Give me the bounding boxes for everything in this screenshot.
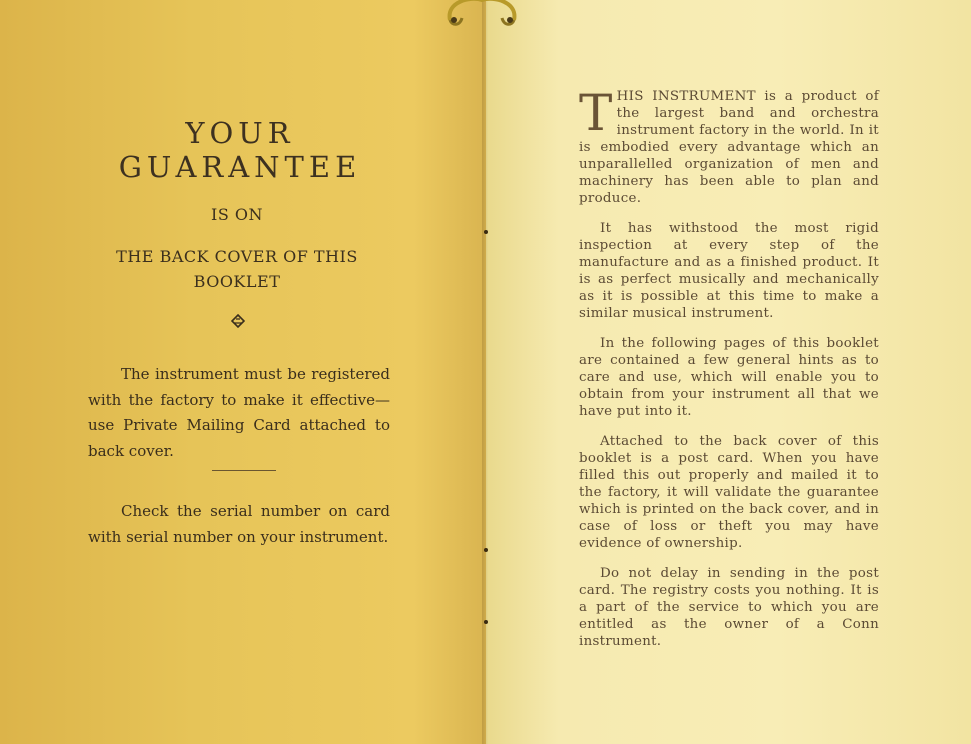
post-card-paragraph: Attached to the back cover of this booklet is a post card. When you have filled this out properly and mailed it to the factory, it will validate the guarantee which is printed on the back cover, and in case of loss or theft you may have evidence of ownership. — [579, 434, 879, 551]
back-cover-line-1: THE BACK COVER OF THIS — [116, 247, 358, 266]
inspection-paragraph: It has withstood the most rigid inspection at every step of the manufacture and as a finished product. It is as perfect musically and mechanically as it is possible at this time to make a similar musical instrument. — [579, 221, 879, 321]
drop-cap: T — [579, 84, 613, 142]
hints-paragraph: In the following pages of this booklet are contained a few general hints as to care and use, which will enable you to obtain from your instrument all that we have put into it. — [579, 336, 879, 419]
ornament-icon — [231, 314, 245, 328]
title-line-1: YOUR — [185, 116, 295, 150]
is-on-text: IS ON — [211, 205, 263, 224]
registration-paragraph: The instrument must be registered with the factory to make it effective—use Private Mailing Card attached to back cover. — [88, 365, 390, 460]
staple — [484, 548, 488, 552]
binding-cord-icon — [440, 0, 524, 40]
back-cover-line-2: BOOKLET — [193, 272, 281, 291]
intro-paragraph — [579, 84, 879, 207]
serial-number-paragraph: Check the serial number on card with serial number on your instrument. — [88, 502, 390, 546]
right-page-text — [579, 84, 879, 663]
booklet-gutter — [482, 0, 488, 744]
staple — [484, 230, 488, 234]
registry-paragraph: Do not delay in sending in the post card. The registry costs you nothing. It is a part of the service to which you are entitled as the owner of a Conn instrument. — [579, 566, 879, 649]
intro-paragraph-text: HIS INSTRUMENT is a product of the largest band and orchestra instrument factory in the world. In it is embodied every advantage which an unparallelled organization of men and machinery has been able to plan and produce. — [579, 89, 879, 206]
title-line-2: GUARANTEE — [118, 150, 362, 184]
divider — [212, 470, 276, 471]
staple — [484, 620, 488, 624]
